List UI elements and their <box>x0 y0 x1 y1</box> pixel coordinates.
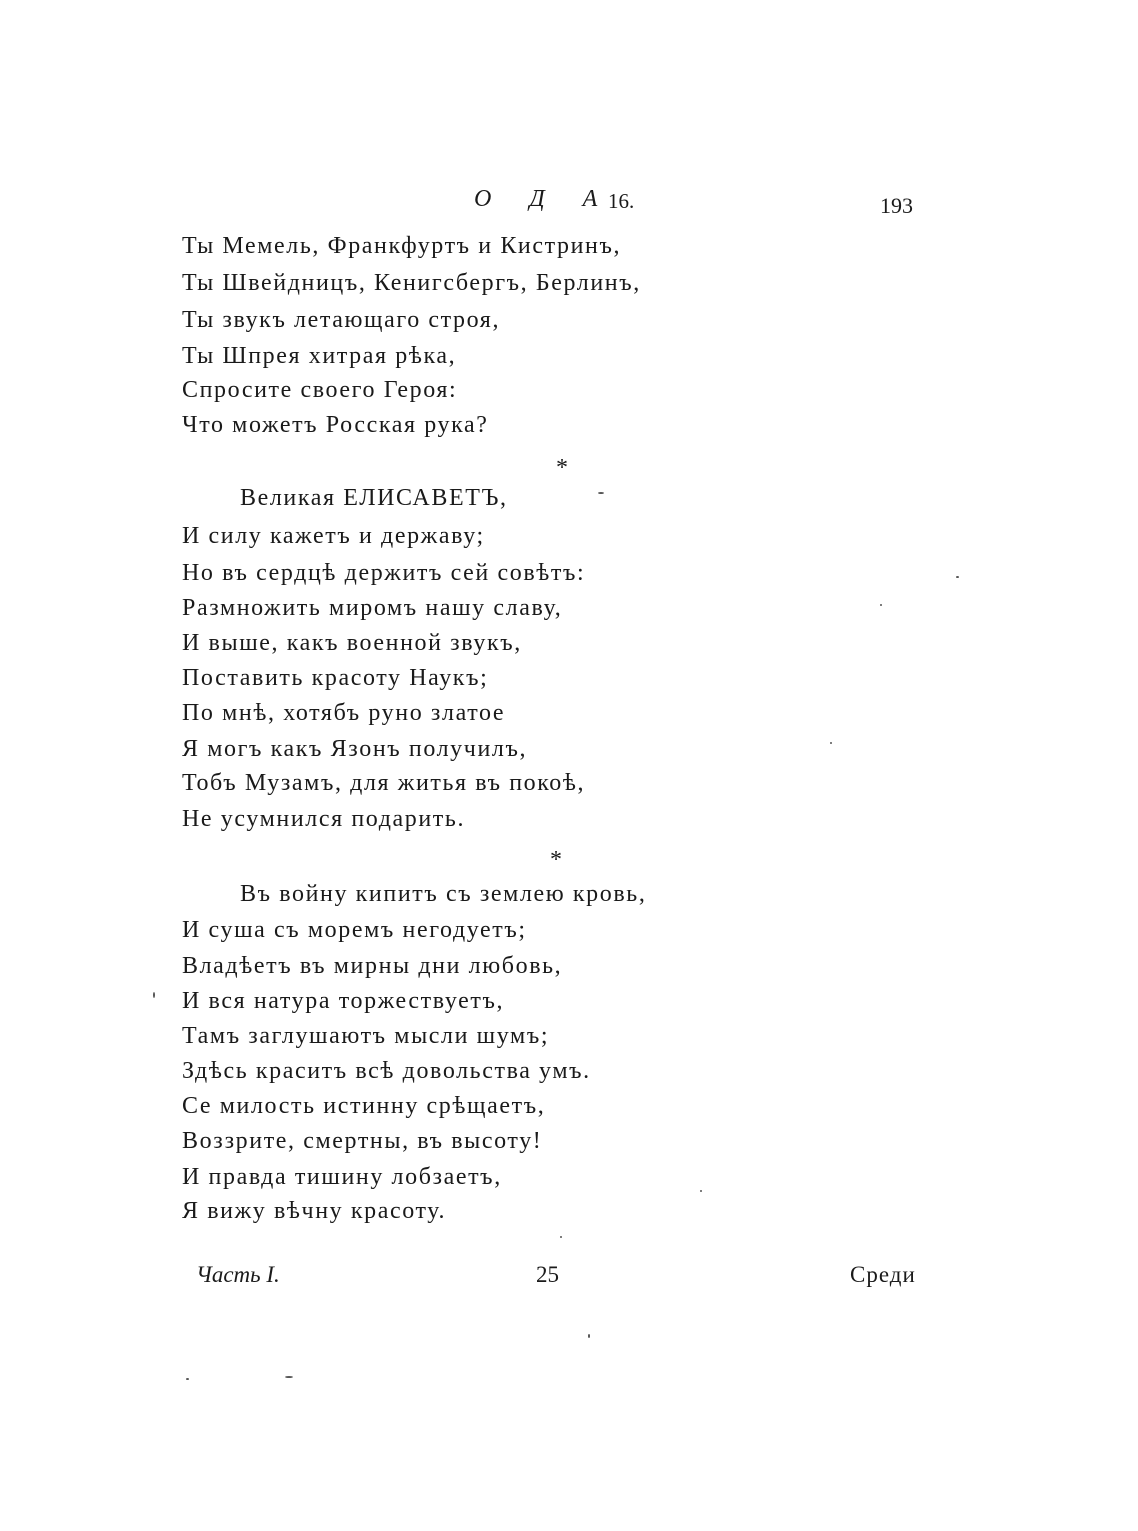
verse-line: И правда тишину лобзаетъ, <box>182 1164 502 1190</box>
verse-line: И силу кажетъ и державу; <box>182 523 485 549</box>
footer-signature-mark: 25 <box>536 1262 559 1287</box>
verse-line: И выше, какъ военной звукъ, <box>182 630 522 656</box>
verse-line: Тобъ Музамъ, для житья въ покоѣ, <box>182 770 586 796</box>
verse-line: Се милость истинну срѣщаетъ, <box>182 1093 546 1119</box>
running-header-ode-number: 16. <box>608 189 635 213</box>
verse-line: Не усумнился подарить. <box>182 806 466 832</box>
scan-speck <box>956 576 959 578</box>
stanza-separator: * <box>556 455 568 481</box>
scan-speck <box>588 1334 590 1338</box>
verse-line: Размножить миромъ нашу славу, <box>182 595 563 621</box>
verse-line: Тамъ заглушаютъ мысли шумъ; <box>182 1023 550 1049</box>
scan-speck <box>560 1236 562 1238</box>
scan-speck <box>186 1378 189 1380</box>
verse-line: Ты звукъ летающаго строя, <box>182 307 501 333</box>
verse-line: И суша съ моремъ негодуетъ; <box>182 917 527 943</box>
verse-line: Въ войну кипитъ съ землею кровь, <box>240 881 647 907</box>
verse-line: Ты Шпрея хитрая рѣка, <box>182 343 457 369</box>
footer-part-label: Часть I. <box>196 1262 280 1287</box>
running-header-title: О Д А <box>474 186 614 212</box>
scan-speck <box>285 1376 293 1378</box>
verse-line: Ты Мемель, Франкфуртъ и Кистринъ, <box>182 233 622 259</box>
scan-speck <box>880 604 882 606</box>
footer-catchword: Среди <box>850 1262 916 1287</box>
stanza-separator: * <box>550 847 562 873</box>
verse-line: Ты Швейдницъ, Кенигсбергъ, Берлинъ, <box>182 270 641 296</box>
verse-line: И вся натура торжествуетъ, <box>182 988 505 1014</box>
scan-speck <box>153 992 155 998</box>
verse-line: Поставить красоту Наукъ; <box>182 665 489 691</box>
verse-line: Что можетъ Росская рука? <box>182 412 489 438</box>
scan-speck <box>830 742 832 744</box>
verse-line: Я вижу вѣчну красоту. <box>182 1198 447 1224</box>
scan-speck <box>700 1190 702 1192</box>
verse-line: Я могъ какъ Язонъ получилъ, <box>182 736 528 762</box>
verse-line: Но въ сердцѣ держитъ сей совѣтъ: <box>182 560 586 586</box>
verse-line: Великая ЕЛИСАВЕТЪ, <box>240 485 508 511</box>
verse-line: По мнѣ, хотябъ руно златое <box>182 700 506 726</box>
scan-speck <box>598 492 604 494</box>
verse-line: Владѣетъ въ мирны дни любовь, <box>182 953 563 979</box>
verse-line: Воззрите, смертны, въ высоту! <box>182 1128 543 1154</box>
verse-line: Спросите своего Героя: <box>182 377 458 403</box>
page-number: 193 <box>880 193 913 218</box>
verse-line: Здѣсь краситъ всѣ довольства умъ. <box>182 1058 591 1084</box>
